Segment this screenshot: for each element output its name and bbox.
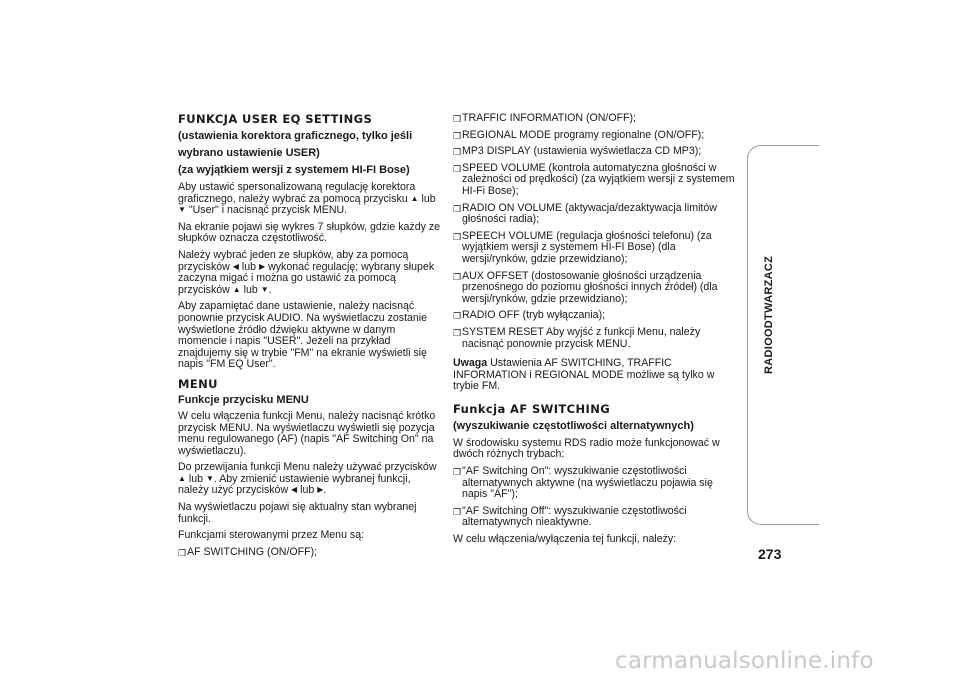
checkbox-bullet-icon: ❐ xyxy=(453,467,462,478)
list-item xyxy=(178,547,441,559)
checkbox-bullet-icon: ❐ xyxy=(453,271,462,282)
user-eq-subheading-3: (za wyjątkiem wersji z systemem HI-FI Bose) xyxy=(178,164,410,176)
chapter-label: RADIOODTWARZACZ xyxy=(763,255,775,375)
af-subheading: (wyszukiwanie częstotliwości alternatywnych) xyxy=(453,419,694,432)
list-item-text: REGIONAL MODE programy regionalne (ON/OFF); xyxy=(462,128,705,141)
paragraph-menu-enable: W celu włączenia funkcji Menu, należy nacisnąć krótko przycisk MENU. Na wyświetlaczu wyświetli się pozycja menu regulowanego (AF) (napis "AF Switching On" na wyświetlaczu). xyxy=(178,409,436,457)
text-run: . xyxy=(323,484,327,497)
page-number: 273 xyxy=(758,546,782,562)
list-item xyxy=(453,203,741,226)
text-run: wykonać regulację; wybrany słupek zaczyna migać i można go ustawić za pomocą przycisków xyxy=(178,260,435,296)
list-item xyxy=(453,163,741,198)
user-eq-heading: FUNKCJA USER EQ SETTINGS xyxy=(178,112,373,126)
note-label: Uwaga xyxy=(453,357,488,370)
menu-heading: MENU xyxy=(178,376,218,391)
up-arrow-icon: ▲ xyxy=(410,193,419,203)
list-item-text: AUX OFFSET (dostosowanie głośności urządzenia przenośnego do poziomu głośności innych źródeł) (dla wersji/rynków, gdzie przewidziano); xyxy=(462,269,718,305)
down-arrow-icon: ▼ xyxy=(260,284,269,294)
paragraph-bars: Na ekranie pojawi się wykres 7 słupków, gdzie każdy ze słupków oznacza częstotliwość. xyxy=(178,220,441,245)
right-column xyxy=(453,113,741,551)
list-item-text: RADIO ON VOLUME (aktywacja/dezaktywacja limitów głośności radia); xyxy=(462,201,717,226)
list-item-text: RADIO OFF (tryb wyłączania); xyxy=(462,309,606,322)
left-column xyxy=(178,113,441,563)
paragraph-bar-adjust xyxy=(178,250,441,296)
checkbox-bullet-icon: ❐ xyxy=(453,130,462,141)
list-item-text: "AF Switching Off": wyszukiwanie częstotliwości alternatywnych nieaktywne. xyxy=(462,504,687,529)
user-eq-heading-block xyxy=(178,113,441,176)
right-arrow-icon: ▶ xyxy=(258,261,266,271)
list-item xyxy=(453,146,741,158)
text-run: . xyxy=(268,283,272,296)
checkbox-bullet-icon: ❐ xyxy=(453,163,462,174)
up-arrow-icon: ▲ xyxy=(232,284,241,294)
note-paragraph xyxy=(453,358,741,393)
list-item xyxy=(453,506,741,529)
text-run: Aby ustawić spersonalizowaną regulację korektora graficznego, należy wybrać za pomocą przycisku xyxy=(178,181,416,205)
list-item xyxy=(453,310,741,322)
down-arrow-icon: ▼ xyxy=(178,205,186,215)
list-item xyxy=(453,327,741,350)
list-item xyxy=(453,271,741,306)
checkbox-bullet-icon: ❐ xyxy=(453,327,462,338)
paragraph-functions: Funkcjami sterowanymi przez Menu są: xyxy=(178,529,365,542)
list-item-text: "AF Switching On": wyszukiwanie częstotliwości alternatywnych aktywne (na wyświetlaczu pojawia się napis "AF"); xyxy=(462,465,713,501)
user-eq-subheading-2: wybrano ustawienie USER) xyxy=(178,147,320,159)
left-arrow-icon: ◀ xyxy=(232,261,239,271)
list-item xyxy=(453,130,741,142)
checkbox-bullet-icon: ❐ xyxy=(453,506,462,517)
list-item xyxy=(453,113,741,125)
list-item-text: SPEECH VOLUME (regulacja głośności telefonu) (za wyjątkiem wersji z systemem HI-FI Bose) (dla wersji/rynków, gdzie przewidziano); xyxy=(462,229,712,265)
checkbox-bullet-icon: ❐ xyxy=(453,203,462,214)
left-arrow-icon: ◀ xyxy=(291,485,298,495)
list-item xyxy=(453,466,741,501)
list-item-text: TRAFFIC INFORMATION (ON/OFF); xyxy=(462,112,636,124)
up-arrow-icon: ▲ xyxy=(178,473,186,483)
paragraph-state: Na wyświetlaczu pojawi się aktualny stan wybranej funkcji. xyxy=(178,501,417,525)
af-heading: Funkcja AF SWITCHING xyxy=(453,401,611,416)
paragraph-save: Aby zapamiętać dane ustawienie, należy nacisnąć ponownie przycisk AUDIO. Na wyświetlaczu zostanie wyświetlone źródło dźwięku aktywne w danym momencie i napis "USER". Jeżeli na przykład znajdujemy się w trybie "FM" na ekranie wyświetli się napis "FM EQ User". xyxy=(178,300,428,371)
user-eq-subheading-1: (ustawienia korektora graficznego, tylko jeśli xyxy=(178,130,413,142)
menu-function-list xyxy=(453,113,741,350)
text-run: Należy wybrać jeden ze słupków, aby za pomocą przycisków xyxy=(178,248,409,273)
text-run: lub xyxy=(243,283,258,296)
text-run: lub xyxy=(188,472,204,485)
text-run: . Aby zmienić ustawienie wybranej funkcji, należy użyć przycisków xyxy=(178,472,411,497)
text-run: Do przewijania funkcji Menu należy używać przycisków xyxy=(178,461,437,474)
list-item-text: MP3 DISPLAY (ustawienia wyświetlacza CD MP3); xyxy=(462,145,702,158)
paragraph-eq-select xyxy=(178,182,441,217)
list-item-text: AF SWITCHING (ON/OFF); xyxy=(187,545,318,558)
checkbox-bullet-icon: ❐ xyxy=(453,147,462,158)
checkbox-bullet-icon: ❐ xyxy=(453,311,462,322)
note-text: Ustawienia AF SWITCHING, TRAFFIC INFORMATION i REGIONAL MODE możliwe są tylko w trybie FM. xyxy=(453,357,715,393)
text-run: lub xyxy=(241,260,257,273)
right-arrow-icon: ▶ xyxy=(317,485,324,495)
down-arrow-icon: ▼ xyxy=(205,473,214,483)
checkbox-bullet-icon: ❐ xyxy=(178,547,187,558)
list-item-text: SYSTEM RESET Aby wyjść z funkcji Menu, należy nacisnąć ponownie przycisk MENU. xyxy=(462,325,701,350)
list-item-text: SPEED VOLUME (kontrola automatyczna głośności w zależności od prędkości) (za wyjątkiem wersji z systemem HI-Fi Bose); xyxy=(462,161,735,197)
text-run: "User" i nacisnąć przycisk MENU. xyxy=(188,204,348,217)
watermark: carmanualsonline.info xyxy=(615,648,874,674)
af-paragraph-toggle: W celu włączenia/wyłączenia tej funkcji, należy: xyxy=(453,533,677,546)
list-item xyxy=(453,231,741,266)
checkbox-bullet-icon: ❐ xyxy=(453,114,462,124)
text-run: lub xyxy=(300,484,315,497)
menu-subheading: Funkcje przycisku MENU xyxy=(178,393,309,406)
af-paragraph-modes: W środowisku systemu RDS radio może funkcjonować w dwóch różnych trybach: xyxy=(453,436,720,461)
paragraph-menu-scroll xyxy=(178,462,441,497)
text-run: lub xyxy=(421,192,436,205)
checkbox-bullet-icon: ❐ xyxy=(453,231,462,242)
